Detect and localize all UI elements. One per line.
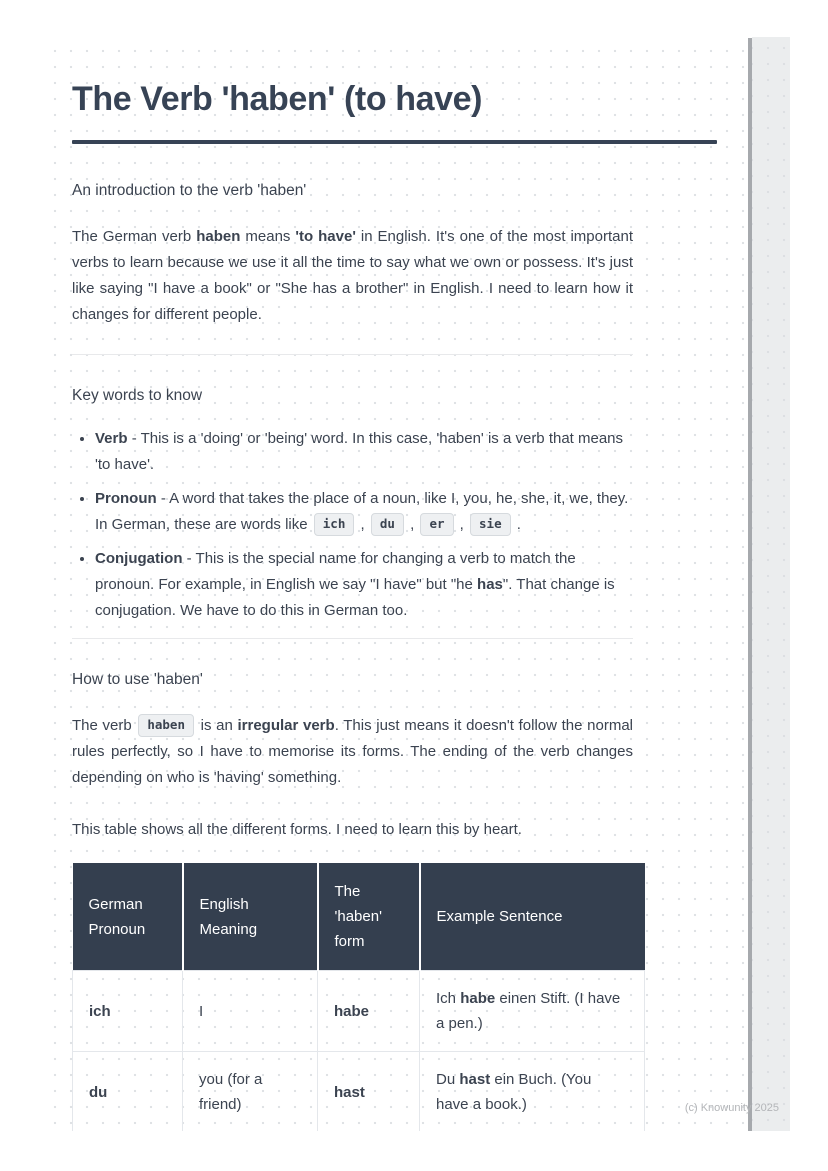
table-header — [73, 863, 645, 971]
cell-pronoun: du — [73, 1052, 183, 1132]
bold-text: hast — [459, 1071, 491, 1088]
cell-example: Du hast ein Buch. (You have a book.) — [420, 1052, 645, 1132]
page-title: The Verb 'haben' (to have) — [72, 80, 483, 118]
table-row — [73, 1052, 645, 1132]
section-divider-2 — [72, 638, 633, 639]
cell-form: habe — [318, 971, 420, 1052]
keyword-item: • Conjugation - This is the special name for changing a verb to match the pronoun. For example, in English we say "I have" but "he has". That change is conjugation. We have to do this in German too. — [95, 546, 633, 624]
keywords-heading: Key words to know — [72, 387, 203, 404]
inline-code-chip: haben — [138, 714, 194, 737]
column-header: The 'haben' form — [318, 863, 420, 971]
copyright-text: (c) Knowunity 2025 — [684, 1102, 779, 1114]
cell-meaning: you (for a friend) — [183, 1052, 318, 1132]
cell-meaning: I — [183, 971, 318, 1052]
bold-text: 'to have' — [295, 228, 356, 245]
conjugation-table — [72, 863, 645, 1131]
cell-form: hast — [318, 1052, 420, 1132]
column-header: English Meaning — [183, 863, 318, 971]
inline-code-chip: sie — [470, 513, 511, 536]
table-intro-paragraph: This table shows all the different forms. I need to learn this by heart. — [72, 821, 522, 838]
cell-example: Ich habe einen Stift. (I have a pen.) — [420, 971, 645, 1052]
bold-text: habe — [460, 990, 496, 1007]
note-content — [72, 40, 645, 1131]
column-header: German Pronoun — [73, 863, 183, 971]
keyword-item: • Pronoun - A word that takes the place of a noun, like I, you, he, she, it, we, they. In German, these are words like ich , du , er , sie . — [95, 486, 633, 538]
bold-text: irregular verb — [237, 717, 335, 734]
inline-code-chip: du — [371, 513, 404, 536]
table-header-row — [73, 863, 645, 971]
keyword-list — [72, 426, 633, 624]
inline-code-chip: ich — [314, 513, 355, 536]
bold-text: Conjugation — [95, 550, 183, 567]
bold-text: Pronoun — [95, 490, 157, 507]
keyword-item: • Verb - This is a 'doing' or 'being' word. In this case, 'haben' is a verb that means 'to have'. — [95, 426, 633, 478]
bold-text: haben — [196, 228, 241, 245]
note-page — [44, 40, 748, 1131]
bold-text: Verb — [95, 430, 128, 447]
section-divider-1 — [72, 354, 633, 355]
intro-paragraph: The German verb haben means 'to have' in English. It's one of the most important verbs to learn because we use it all the time to say what we own or possess. It's just like saying "I have a book" or "She has a brother" in English. I need to learn how it changes for different people. — [72, 228, 634, 323]
cell-pronoun: ich — [73, 971, 183, 1052]
usage-paragraph: The verb haben is an irregular verb. This just means it doesn't follow the normal rules perfectly, so I have to memorise its forms. The ending of the verb changes depending on who is 'having' something. — [72, 713, 633, 791]
bold-text: has — [477, 576, 503, 593]
column-header: Example Sentence — [420, 863, 645, 971]
next-page-strip — [752, 37, 790, 1131]
inline-code-chip: er — [420, 513, 453, 536]
table-row — [73, 971, 645, 1052]
intro-heading: An introduction to the verb 'haben' — [72, 182, 307, 199]
title-underline — [72, 140, 717, 144]
usage-heading: How to use 'haben' — [72, 671, 203, 688]
